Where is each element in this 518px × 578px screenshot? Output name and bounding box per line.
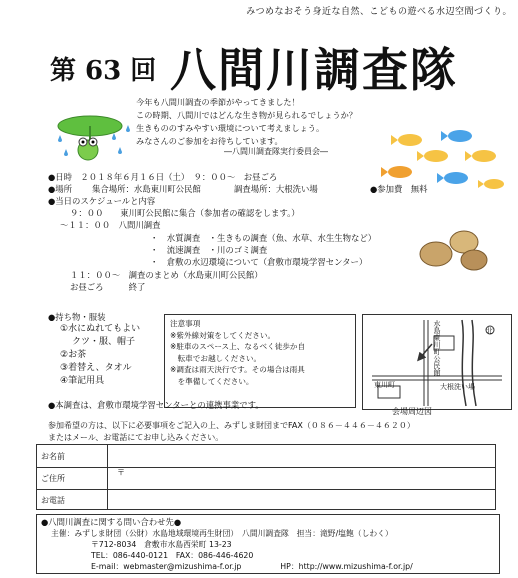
intro-line: みなさんのご参加をお待ちしています。 xyxy=(136,136,283,146)
contact-heading: ●八間川調査に関する問い合わせ先● xyxy=(41,517,182,527)
intro-line: 今年も八間川調査の季節がやってきました！ xyxy=(136,97,300,107)
form-row-divider xyxy=(37,467,495,468)
belongings-item: クツ・服、帽子 xyxy=(72,337,136,347)
schedule-item: ９：００ 東川町公民館に集合（参加者の確認をします。） xyxy=(70,208,300,218)
intro-line: この時期、八間川ではどんな生き物が見られるでしょうか？ xyxy=(136,110,357,120)
schedule-item: ・ 水質調査 ・生きもの調査（魚、水草、水生生物など） xyxy=(150,233,377,243)
schedule-heading: ●当日のスケジュールと内容 xyxy=(48,196,156,206)
map-caption: 会場周辺図 xyxy=(392,407,432,416)
apply-text: またはメール、お電話にてお申し込みください。 xyxy=(48,433,224,442)
notes-item: 転車でお越しください。 xyxy=(170,353,262,363)
map-label-b: 東川町 xyxy=(374,381,395,389)
title-main: 八間川調査隊 xyxy=(170,43,458,97)
notes-item: ※紫外線対策をしてください。 xyxy=(170,330,276,340)
event-fee: ●参加費 無料 xyxy=(370,184,428,194)
schedule-item: ・ 流速調査 ・川のゴミ調査 xyxy=(150,245,268,255)
event-place-label: ●場所 xyxy=(48,184,73,194)
notes-heading: 注意事項 xyxy=(170,319,201,328)
schedule-item: ～１１：００ 八間川調査 xyxy=(60,220,161,230)
belongings-heading: ●持ち物・服装 xyxy=(48,312,106,322)
application-form xyxy=(36,444,496,510)
event-date: ●日時 ２０１８年６月１６日（土） ９：００～ お昼ごろ xyxy=(48,172,278,182)
event-gathering: 集合場所：水島東川町公民館 xyxy=(92,184,201,194)
schedule-item: １１：００～ 調査のまとめ（水島東川町公民館） xyxy=(70,270,263,280)
signature: ―八間川調査隊実行委員会― xyxy=(224,147,328,156)
partnership-note: ●本調査は、倉敷市環境学習センターとの連携事業です。 xyxy=(48,400,264,410)
map-label-a: 水島東川町公民館 xyxy=(433,320,441,376)
schedule-item: ・ 倉敷の水辺環境について（倉敷市環境学習センター） xyxy=(150,257,368,267)
title-number: 第 63 回 xyxy=(50,56,157,86)
map-label-c: 北 xyxy=(486,327,493,335)
contact-office: 主催：みずしま財団（公財）水島地域環境再生財団） 八間川調査隊 担当：滝野/塩飽（しわく） xyxy=(51,529,393,538)
frog-on-leaf-illustration xyxy=(52,100,134,168)
schedule-item: お昼ごろ 終了 xyxy=(70,282,146,292)
contact-tel: TEL：086-440-0121 FAX：086-446-4620 xyxy=(91,551,254,560)
form-row-divider xyxy=(37,489,495,490)
notes-item: ※駐車のスペース上、なるべく徒歩か自 xyxy=(170,342,306,351)
contact-address: 〒712-8034 倉敷市水島西栄町 13-23 xyxy=(91,540,232,549)
form-postal-mark: 〒 xyxy=(117,468,125,477)
form-phone-label: お電話 xyxy=(41,496,65,505)
belongings-item: ④筆記用具 xyxy=(60,376,105,386)
page-title xyxy=(40,34,480,97)
notes-item: を準備してください。 xyxy=(170,376,254,386)
event-survey: 調査場所：大根洗い場 xyxy=(234,184,318,194)
apply-text: 参加希望の方は、以下に必要事項をご記入の上、みずしま財団までFAX（０８６－４４６－４６２０） xyxy=(48,421,415,430)
belongings-item: ①水にぬれてもよい xyxy=(60,324,141,334)
form-divider xyxy=(107,445,108,509)
intro-text xyxy=(136,96,386,148)
map-label-d: 大根洗い場 xyxy=(440,383,475,391)
belongings-item: ②お茶 xyxy=(60,350,87,360)
belongings-item: ③着替え、タオル xyxy=(60,363,132,373)
notes-box xyxy=(164,314,356,408)
clam-shells-illustration xyxy=(416,222,492,272)
notes-item: ※調査は雨天決行です。その場合は雨具 xyxy=(170,365,305,374)
form-address-label: ご住所 xyxy=(41,474,65,483)
intro-line: 生きもののすみやすい環境について考えましょう。 xyxy=(136,123,325,133)
form-name-label: お名前 xyxy=(41,452,65,461)
contact-email: E-mail：webmaster@mizushima-f.or.jp HP：http://www.mizushima-f.or.jp/ xyxy=(91,562,413,571)
tagline: みつめなおそう身近な自然、こどもの遊べる水辺空間づくり。 xyxy=(246,7,512,17)
contact-box xyxy=(36,514,500,574)
